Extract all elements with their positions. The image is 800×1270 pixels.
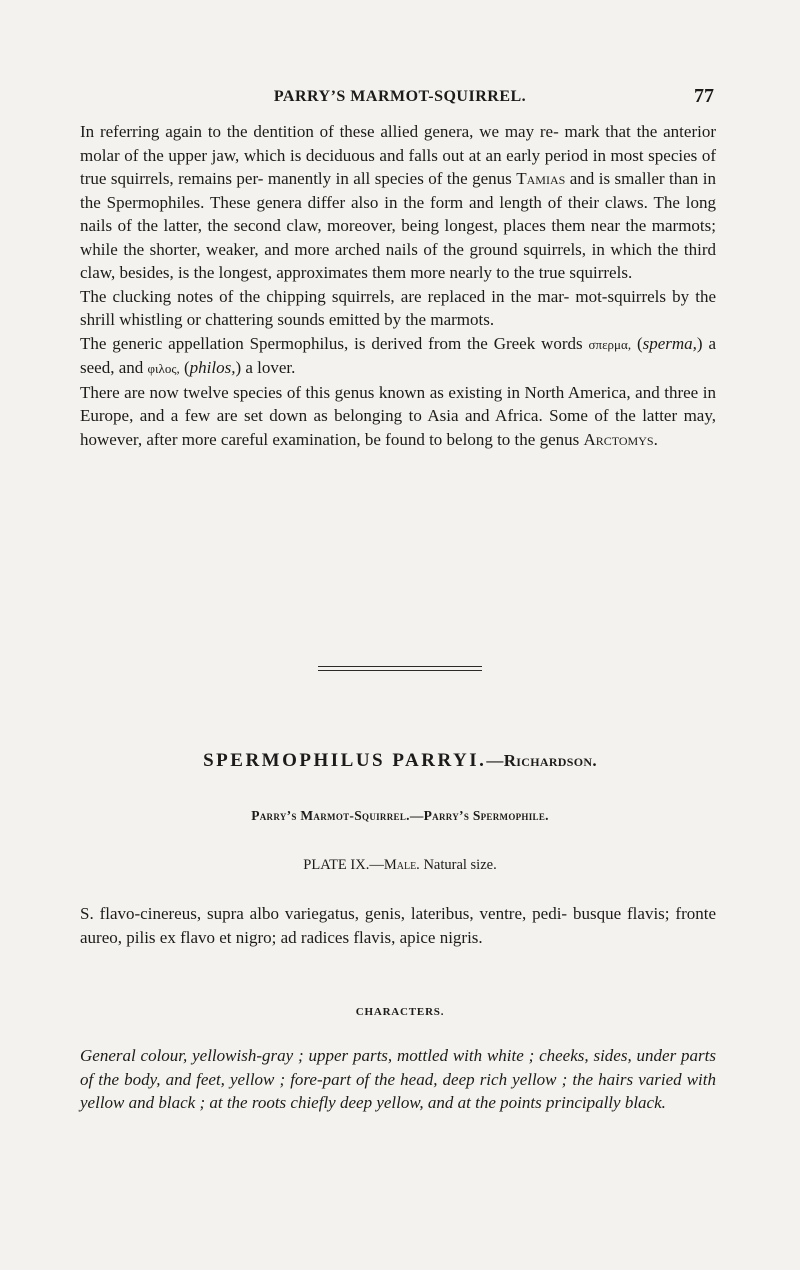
species-author: —Richardson. bbox=[486, 751, 597, 770]
paragraph-text: There are now twelve species of this genus known as existing in North America, and three in Europe, and a few are set down as belonging to Asia and Africa. Some of the latter may, however, after more careful examination, be found to belong to the genus bbox=[80, 382, 716, 449]
plate-sex: Male. bbox=[383, 857, 420, 873]
running-title: PARRY’S MARMOT-SQUIRREL. bbox=[273, 88, 527, 105]
paragraph-text: In referring again to the dentition of these allied genera, we may re- mark that the anterior molar of the upper jaw, which is deciduous and falls out at an early period in most species of true squirrels, remains per- manently in all species of the genus bbox=[80, 122, 716, 188]
paragraph-text: and is smaller than in the Spermophiles. These genera differ also in the form and length of their claws. The long nails of the latter, the second claw, moreover, being longest, places them near the marmots; while the shorter, weaker, and more arched nails of the ground squirrels, in which the third claw, besides, is the longest, approximates them more nearly to the true squirrels. bbox=[80, 169, 716, 282]
genus-tamias: Tamias bbox=[516, 169, 566, 188]
plate-line bbox=[0, 857, 800, 874]
plate-label: PLATE IX.— bbox=[303, 857, 384, 873]
species-name: SPERMOPHILUS PARRYI. bbox=[203, 750, 487, 771]
paragraph-text: ) a seed, and bbox=[80, 333, 716, 377]
greek-word-philos: φιλος, bbox=[147, 361, 180, 376]
paragraph-dentition bbox=[80, 120, 716, 285]
characters-heading: CHARACTERS. bbox=[355, 1006, 445, 1018]
species-heading bbox=[0, 750, 800, 772]
paragraph-text: ( bbox=[631, 333, 643, 353]
characters-description: General colour, yellowish-gray ; upper parts, mottled with white ; cheeks, sides, under parts of the body, and feet, yellow ; fore-part of the head, deep rich yellow ; the hairs varied with yellow and black ; at the roots chiefly deep yellow, and at the points principally black. bbox=[80, 1046, 716, 1112]
body-text bbox=[80, 120, 716, 451]
paragraph-text: ) a lover. bbox=[235, 358, 296, 377]
greek-word-sperma: σπερμα, bbox=[588, 336, 632, 352]
common-names: Parry’s Marmot-Squirrel.—Parry’s Spermophile. bbox=[251, 808, 549, 823]
section-rule bbox=[318, 666, 482, 667]
genus-arctomys: Arctomys bbox=[583, 429, 654, 449]
paragraph-species-count bbox=[80, 381, 716, 452]
page-number: 77 bbox=[694, 85, 714, 107]
paragraph-clucking-notes: The clucking notes of the chipping squirrels, are replaced in the mar- mot-squirrels by the shrill whistling or chattering sounds emitted by the marmots. bbox=[80, 286, 716, 329]
paragraph-text: ( bbox=[179, 358, 190, 377]
plate-size: Natural size. bbox=[419, 857, 497, 873]
paragraph-text: . bbox=[653, 429, 658, 449]
latin-word-philos: philos, bbox=[189, 358, 236, 377]
latin-description: S. flavo-cinereus, supra albo variegatus, genis, lateribus, ventre, pedi- busque flavis; fronte aureo, pilis ex flavo et nigro; ad radices flavis, apice nigris. bbox=[80, 904, 716, 947]
section-rule bbox=[318, 670, 482, 671]
paragraph-text: The generic appellation Spermophilus, is derived from the Greek words bbox=[80, 333, 589, 353]
paragraph-etymology bbox=[80, 332, 716, 381]
latin-word-sperma: sperma, bbox=[642, 333, 697, 353]
